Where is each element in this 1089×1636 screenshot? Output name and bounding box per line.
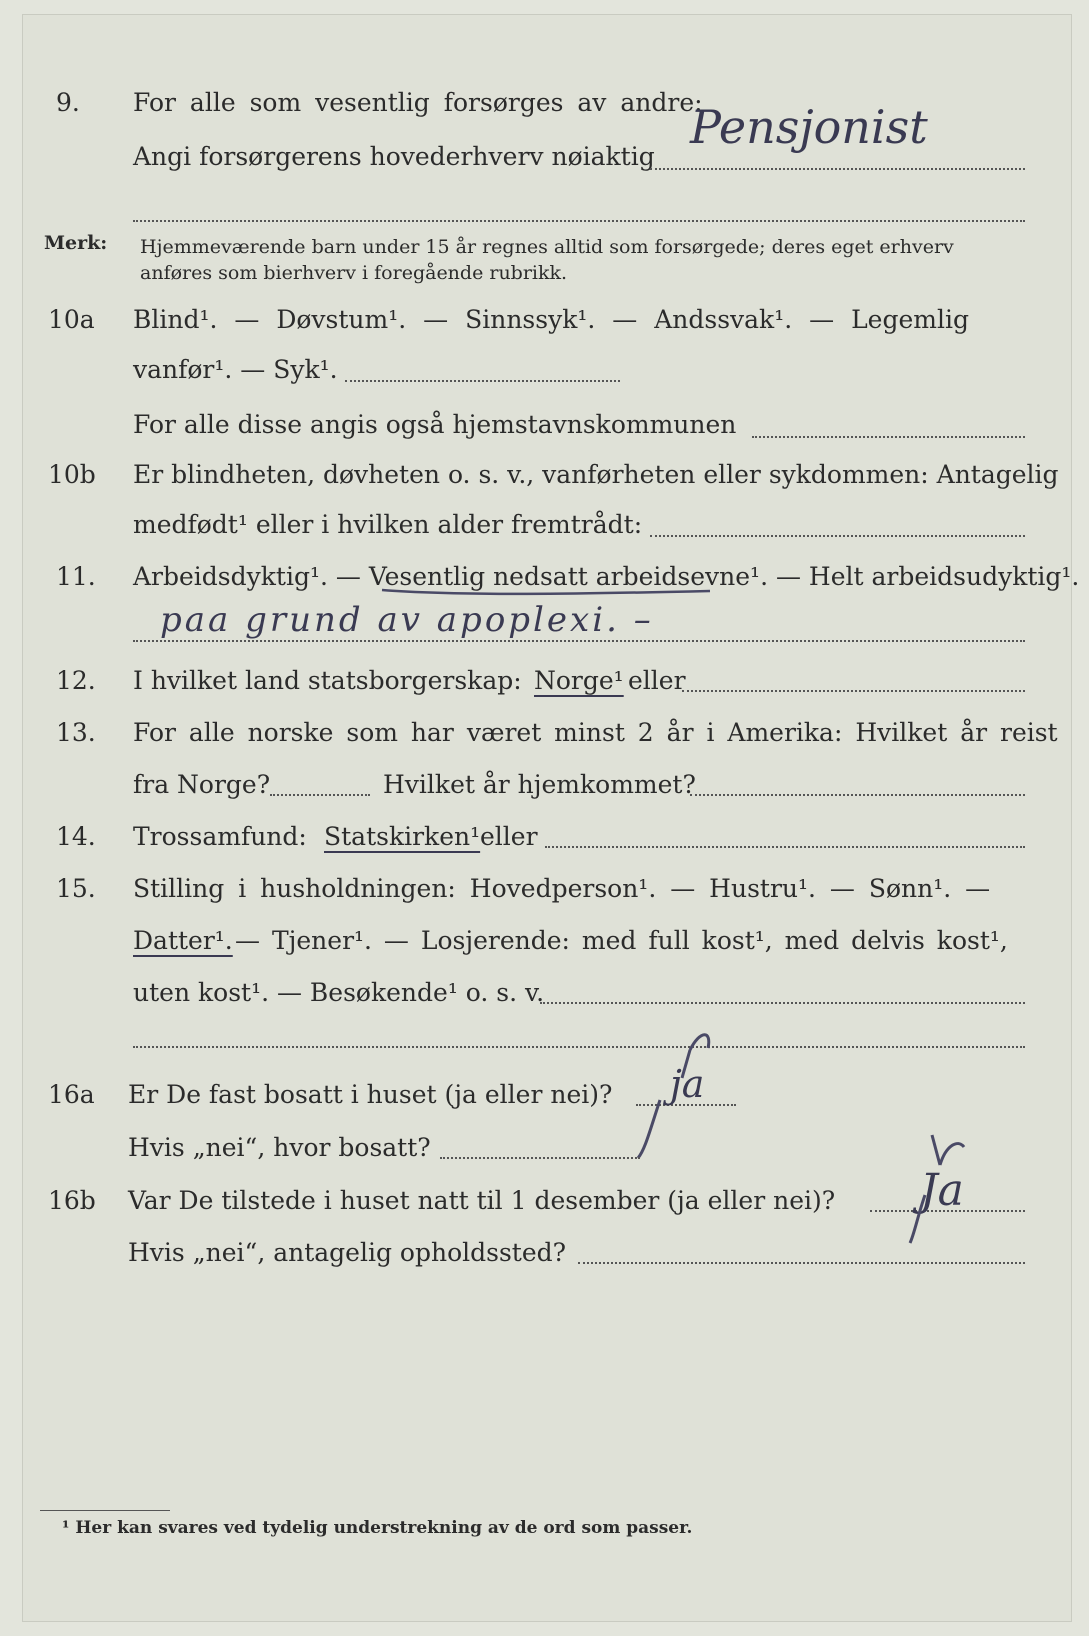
q10a-number: 10a xyxy=(48,305,95,334)
q9-line1: For alle som vesentlig forsørges av andre: xyxy=(133,88,703,117)
q16a-number: 16a xyxy=(48,1080,95,1109)
q12-eller: eller xyxy=(628,666,686,695)
q11-underline-mark xyxy=(380,582,720,602)
q10b-answer-line xyxy=(650,535,1025,537)
q16a-handwritten-answer: ja xyxy=(670,1062,705,1106)
q12-norge-underlined: Norge¹ xyxy=(534,666,624,695)
q10a-syk-line xyxy=(345,380,620,382)
q9-extra-line xyxy=(133,220,1025,222)
q15-number: 15. xyxy=(56,874,96,903)
q11-line1: Arbeidsdyktig¹. — Vesentlig nedsatt arbeidsevne¹. — Helt arbeidsudyktig¹. xyxy=(133,562,1080,591)
q16b-opholdssted-line xyxy=(578,1262,1025,1264)
q16b-handwritten-answer: Ja xyxy=(920,1165,964,1216)
merk-label: Merk: xyxy=(44,232,108,254)
q14-line1a: Trossamfund: xyxy=(133,822,307,851)
q16a-check-mark xyxy=(630,1020,750,1160)
q15-line2rest: — Tjener¹. — Losjerende: med full kost¹, med delvis kost¹, xyxy=(235,926,1008,955)
q14-answer-line xyxy=(545,846,1025,848)
q10b-line1: Er blindheten, døvheten o. s. v., vanførheten eller sykdommen: Antagelig xyxy=(133,460,1059,489)
q10a-line2: vanfør¹. — Syk¹. xyxy=(133,355,338,384)
q16b-check-mark xyxy=(910,1125,990,1245)
q16b-line2: Hvis „nei“, antagelig opholdssted? xyxy=(128,1238,567,1267)
q9-answer-line xyxy=(650,168,1025,170)
q10b-number: 10b xyxy=(48,460,96,489)
q16a-bosatt-line xyxy=(440,1157,640,1159)
q14-number: 14. xyxy=(56,822,96,851)
q15-line1: Stilling i husholdningen: Hovedperson¹. — Hustru¹. — Sønn¹. — xyxy=(133,874,991,903)
q15-line3: uten kost¹. — Besøkende¹ o. s. v. xyxy=(133,978,545,1007)
q13-number: 13. xyxy=(56,718,96,747)
q15-datter-underlined: Datter¹. xyxy=(133,926,233,955)
q16b-line1: Var De tilstede i huset natt til 1 desember (ja eller nei)? xyxy=(128,1186,836,1215)
merk-text: Hjemmeværende barn under 15 år regnes alltid som forsørgede; deres eget erhverv anføres som bierhverv i foregående rubrikk. xyxy=(140,236,954,284)
footnote-rule xyxy=(40,1510,170,1511)
q9-number: 9. xyxy=(56,88,80,117)
q12-number: 12. xyxy=(56,666,96,695)
q11-answer-line xyxy=(133,640,1025,642)
q12-line1: I hvilket land statsborgerskap: xyxy=(133,666,522,695)
q10a-line3: For alle disse angis også hjemstavnskommunen xyxy=(133,410,737,439)
q11-handwritten-answer: paa grund av apoplexi. – xyxy=(160,600,654,640)
q13-line2a: fra Norge? xyxy=(133,770,271,799)
q13-hjem-line xyxy=(690,794,1025,796)
q9-handwritten-answer: Pensjonist xyxy=(690,100,928,154)
q12-answer-line xyxy=(682,690,1025,692)
q10a-kommune-line xyxy=(752,436,1025,438)
footnote: ¹ Her kan svares ved tydelig understrekning av de ord som passer. xyxy=(62,1518,693,1538)
q14-eller: eller xyxy=(480,822,538,851)
q13-line1: For alle norske som har været minst 2 år i Amerika: Hvilket år reist xyxy=(133,718,1058,747)
q9-line2: Angi forsørgerens hovederhverv nøiaktig xyxy=(133,142,655,171)
q16a-line1: Er De fast bosatt i huset (ja eller nei)? xyxy=(128,1080,613,1109)
q15-answer-line xyxy=(540,1002,1025,1004)
q15-extra-line xyxy=(133,1046,1025,1048)
q16b-number: 16b xyxy=(48,1186,96,1215)
q11-number: 11. xyxy=(56,562,96,591)
q16a-line2: Hvis „nei“, hvor bosatt? xyxy=(128,1133,431,1162)
q10a-line1: Blind¹. — Døvstum¹. — Sinnssyk¹. — Andssvak¹. — Legemlig xyxy=(133,305,969,334)
q13-reist-line xyxy=(270,794,370,796)
q14-statskirken-underlined: Statskirken¹ xyxy=(324,822,481,851)
q13-line2b: Hvilket år hjemkommet? xyxy=(383,770,696,799)
q10b-line2: medfødt¹ eller i hvilken alder fremtrådt: xyxy=(133,510,643,539)
